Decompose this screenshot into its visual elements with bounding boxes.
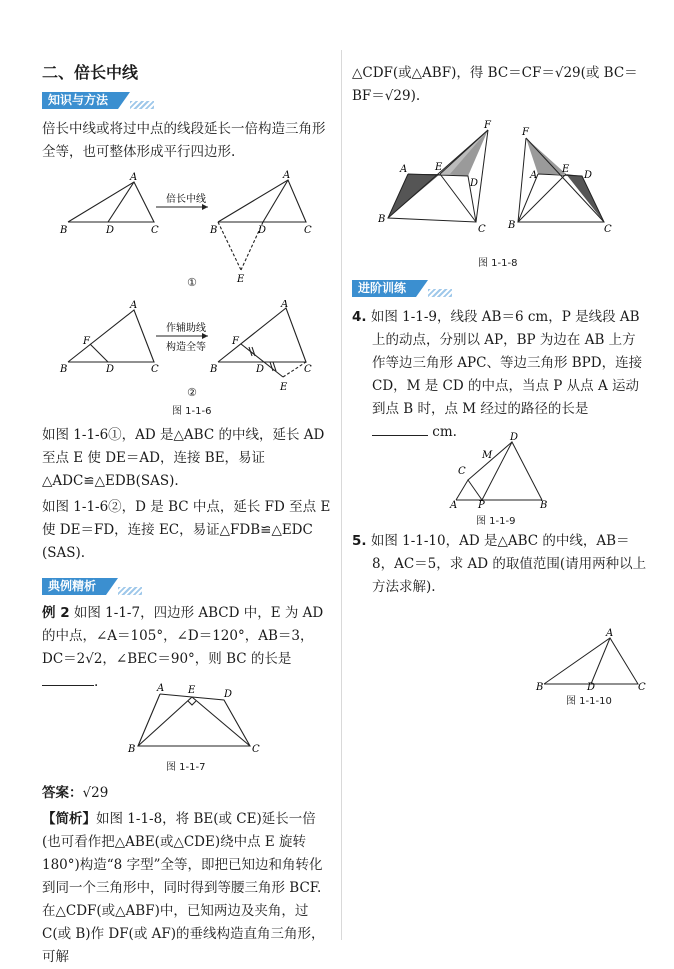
label-A: A xyxy=(400,164,408,175)
label-B: B xyxy=(508,220,516,231)
analysis xyxy=(42,808,334,969)
figure-1-1-7-caption: 图 1-1-7 xyxy=(166,762,206,773)
label-B: B xyxy=(60,225,68,236)
example-text: 如图 1-1-7，四边形 ABCD 中，E 为 AD 的中点，∠A＝105°，∠D＝120°，AB＝3，DC＝2√2，∠BEC＝90°，则 BC 的长是 xyxy=(42,605,324,667)
label-D: D xyxy=(106,364,115,375)
analysis-text: 如图 1-1-8，将 BE(或 CE)延长一倍(也可看作把△ABE(或△CDE)绕中点 E 旋转 180°)构造“8 字型”全等，即把已知边和角转化到同一个三角形中，同时得到等腰三角形 BCF. 在△CDF(或△ABF)中，已知两边及夹角，过 C(或 B)作 DF(或 AF)的垂线构造直角三角形，可解 xyxy=(42,811,325,965)
label-C: C xyxy=(458,466,466,477)
label-C: C xyxy=(151,364,159,375)
answer-blank xyxy=(42,671,94,686)
label-C: C xyxy=(478,224,486,235)
figure-1-1-10-caption: 图 1-1-10 xyxy=(566,696,612,707)
example-2: 例 2 如图 1-1-7，四边形 ABCD 中，E 为 AD 的中点，∠A＝105°，∠D＝120°，AB＝3，DC＝2√2，∠BEC＝90°，则 BC 的长是 . xyxy=(42,605,324,690)
label-F: F xyxy=(522,127,529,138)
label-C: C xyxy=(604,224,612,235)
label-E: E xyxy=(562,164,570,175)
label-D: D xyxy=(587,682,596,693)
section-title: 二、倍长中线 xyxy=(42,63,139,82)
figure-mark-2: ② xyxy=(187,386,197,399)
label-A: A xyxy=(130,300,138,311)
banner-training-label: 进阶训练 xyxy=(358,281,407,295)
figure-1-1-9 xyxy=(446,432,556,508)
banner-method-label: 知识与方法 xyxy=(48,93,109,107)
figure-mark-1: ① xyxy=(187,276,197,289)
answer-blank xyxy=(372,421,428,436)
figure-1-1-6-part1 xyxy=(58,170,326,290)
question-4: 4. 如图 1-1-9，线段 AB＝6 cm，P 是线段 AB 上的动点，分别以 AP，BP 为边在 AB 上方作等边三角形 APC、等边三角形 BPD，连接 CD，M 是 CD 的中点，当点 P 从点 A 运动到点 B 时，点 M 经过的路径的长是 cm. xyxy=(352,309,643,440)
label-C: C xyxy=(151,225,159,236)
label-A: A xyxy=(157,683,165,694)
banner-method xyxy=(42,92,118,109)
label-D: D xyxy=(510,432,519,443)
label-A: A xyxy=(281,300,289,310)
answer-label: 答案： xyxy=(42,785,83,801)
label-D: D xyxy=(258,225,267,236)
figure-1-1-6-caption: 图 1-1-6 xyxy=(172,406,212,417)
label-B: B xyxy=(540,500,548,508)
label-B: B xyxy=(378,214,386,225)
label-D: D xyxy=(106,225,115,236)
label-A: A xyxy=(283,170,291,181)
answer xyxy=(42,782,334,805)
figure-1-1-8 xyxy=(378,118,618,240)
column-divider xyxy=(341,50,342,940)
figure-1-1-6-part2 xyxy=(58,300,326,395)
label-P: P xyxy=(478,500,485,508)
label-M: M xyxy=(482,450,493,461)
question-4-number: 4. xyxy=(352,309,367,325)
label-F: F xyxy=(83,336,90,347)
label-B: B xyxy=(60,364,68,375)
question-4-text: 如图 1-1-9，线段 AB＝6 cm，P 是线段 AB 上的动点，分别以 AP，BP 为边在 AB 上方作等边三角形 APC、等边三角形 BPD，连接 CD，M 是 CD 的中点，当点 P 从点 A 运动到点 B 时，点 M 经过的路径的长是 xyxy=(370,309,643,417)
label-C: C xyxy=(304,364,312,375)
question-5-text: 如图 1-1-10，AD 是△ABC 的中线，AB＝8，AC＝5，求 AD 的取值范围(请用两种以上方法求解). xyxy=(370,533,647,595)
label-B: B xyxy=(128,744,136,754)
label-C: C xyxy=(252,744,260,754)
label-B: B xyxy=(210,225,218,236)
label-E: E xyxy=(237,274,245,285)
label-A: A xyxy=(450,500,458,508)
arrow-label-double-median: 倍长中线 xyxy=(166,194,206,205)
label-A: A xyxy=(130,172,138,183)
paragraph-2: 如图 1-1-6②，D 是 BC 中点，延长 FD 至点 E 使 DE＝FD，连接 EC，易证△FDB≌△EDC (SAS). xyxy=(42,499,331,561)
label-C: C xyxy=(304,225,312,236)
banner-example-label: 典例精析 xyxy=(48,579,97,593)
label-D: D xyxy=(256,364,265,375)
label-D: D xyxy=(470,178,479,189)
analysis-continued: △CDF(或△ABF)，得 BC＝CF＝√29(或 BC＝BF＝√29). xyxy=(352,65,638,104)
question-5 xyxy=(352,530,648,599)
label-D: D xyxy=(224,689,233,700)
label-D: D xyxy=(584,170,593,181)
label-E: E xyxy=(280,382,288,393)
label-F: F xyxy=(484,120,491,131)
label-F: F xyxy=(232,336,239,347)
figure-1-1-10 xyxy=(534,628,652,694)
label-A: A xyxy=(606,628,614,639)
label-A: A xyxy=(530,170,538,181)
paragraph-1: 如图 1-1-6①，AD 是△ABC 的中线，延长 AD 至点 E 使 DE＝AD，连接 BE，易证△ADC≌△EDB(SAS). xyxy=(42,427,325,489)
figure-1-1-7 xyxy=(120,682,270,754)
label-C: C xyxy=(638,682,646,693)
example-label: 例 2 xyxy=(42,605,70,621)
arrow-label-aux-line: 作辅助线 xyxy=(166,323,206,334)
label-E: E xyxy=(188,685,196,696)
label-B: B xyxy=(210,364,218,375)
question-5-number: 5. xyxy=(352,533,367,549)
label-B: B xyxy=(536,682,544,693)
figure-1-1-9-caption: 图 1-1-9 xyxy=(476,516,516,527)
arrow-label-congruent: 构造全等 xyxy=(166,342,206,353)
banner-training xyxy=(352,280,416,297)
answer-value: √29 xyxy=(82,785,109,801)
intro-paragraph: 倍长中线或将过中点的线段延长一倍构造三角形全等，也可整体形成平行四边形. xyxy=(42,121,326,160)
figure-1-1-8-caption: 图 1-1-8 xyxy=(478,258,518,269)
label-E: E xyxy=(435,162,443,173)
banner-example xyxy=(42,578,106,595)
analysis-label: 【简析】 xyxy=(42,811,96,827)
